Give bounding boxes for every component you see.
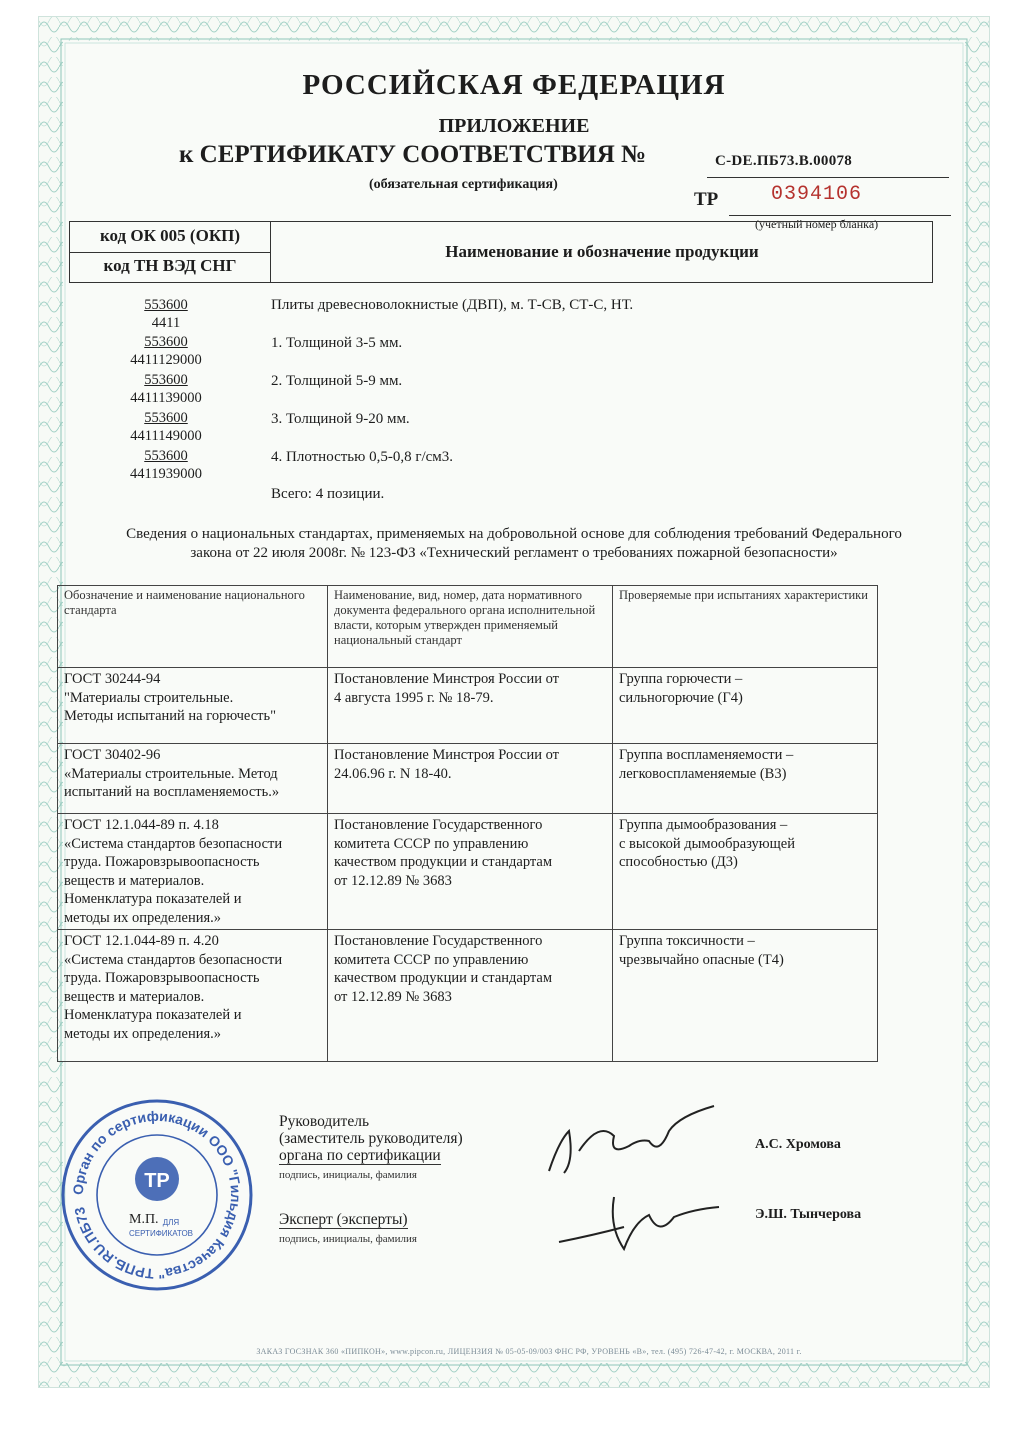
cell-line: Постановление Минстроя России от	[334, 747, 559, 763]
header-standard: Обозначение и наименование национального стандарта	[58, 586, 328, 668]
stamp-logo-letters: ТР	[144, 1170, 170, 1192]
stamp-mp-label: М.П.	[129, 1212, 159, 1227]
cell-line: Постановление Минстроя России от	[334, 671, 559, 687]
info-line-2: закона от 22 июля 2008г. № 123-ФЗ «Технический регламент о требованиях пожарной безопасности»	[190, 545, 838, 561]
cell-line: испытаний на воспламеняемость.»	[64, 784, 280, 800]
cell-line: сильногорючие (Г4)	[619, 689, 743, 706]
stamp-ring-text: Орган по сертификации ООО "Гильдия Качества" ТРПБ.RU.ПБ73	[69, 1107, 245, 1283]
cell-line: легковоспламеняемые (В3)	[619, 765, 787, 782]
head-label-line-1: Руководитель	[279, 1113, 370, 1130]
info-line-1: Сведения о национальных стандартах, применяемых на добровольной основе для соблюдения требований Федерального	[126, 526, 902, 542]
cell-line: Номенклатура показателей и	[64, 1007, 242, 1023]
cell-line: способностью (Д3)	[619, 854, 738, 870]
expert-name: Э.Ш. Тынчерова	[755, 1207, 862, 1222]
printer-footer: ЗАКАЗ ГОСЗНАК 360 «ПИПКОН», www.pipcon.ru, ЛИЦЕНЗИЯ № 05-05-09/003 ФНС РФ, УРОВЕНЬ «В», тел. (495) 726-47-42, г. МОСКВА, 2011 г.	[256, 1347, 802, 1356]
expert-signature-hint: подпись, инициалы, фамилия	[279, 1233, 417, 1245]
cell-line: 4 августа 1995 г. № 18-79.	[334, 689, 494, 706]
item-tnved-code: 4411149000	[130, 428, 202, 444]
standard-cell	[58, 930, 328, 1062]
table-row	[58, 930, 878, 1062]
national-standards-info	[39, 525, 989, 563]
code-header-box	[69, 221, 933, 283]
cell-line: методы их определения.»	[64, 909, 222, 926]
head-label-line-3: органа по сертификации	[279, 1147, 441, 1164]
tnved-code-label: код ТН ВЭД СНГ	[103, 256, 237, 275]
blank-number-note: (учетный номер бланка)	[755, 217, 879, 231]
item-tnved-code: 4411939000	[130, 466, 202, 482]
tp-label: ТР	[694, 189, 719, 210]
cell-line: «Материалы строительные. Метод	[64, 765, 278, 782]
cell-line: ГОСТ 12.1.044-89 п. 4.18	[64, 817, 219, 833]
cell-line: методы их определения.»	[64, 1025, 222, 1042]
blank-number-underline	[729, 215, 951, 216]
cell-line: комитета СССР по управлению	[334, 835, 529, 852]
stamp-small-text-1: ДЛЯ	[162, 1218, 180, 1227]
item-tnved-code: 4411139000	[130, 390, 202, 406]
characteristic-cell	[613, 668, 878, 744]
cell-line: Методы испытаний на горючесть"	[64, 708, 276, 724]
table-row	[58, 814, 878, 930]
characteristic-cell	[613, 930, 878, 1062]
cell-line: комитета СССР по управлению	[334, 951, 529, 968]
document-cell	[328, 930, 613, 1062]
cell-line: «Система стандартов безопасности	[64, 835, 283, 852]
certification-body-stamp	[57, 1095, 257, 1295]
cell-line: Группа горючести –	[619, 671, 743, 687]
cell-line: ГОСТ 30244-94	[64, 671, 161, 687]
cell-line: Постановление Государственного	[334, 933, 543, 949]
item-tnved-code: 4411129000	[130, 352, 202, 368]
okp-code-label: код ОК 005 (ОКП)	[70, 222, 270, 253]
cell-line: от 12.12.89 № 3683	[334, 988, 452, 1005]
characteristic-cell	[613, 814, 878, 930]
cell-line: веществ и материалов.	[64, 872, 205, 889]
cell-line: с высокой дымообразующей	[619, 835, 796, 852]
heading-okp-code: 553600	[144, 297, 188, 313]
document-cell	[328, 814, 613, 930]
document-cell	[328, 744, 613, 814]
certificate-appendix-sheet	[38, 16, 990, 1388]
standard-cell	[58, 814, 328, 930]
item-okp-code: 553600	[144, 334, 188, 350]
table-header-row	[58, 586, 878, 668]
certificate-number: C-DE.ПБ73.В.00078	[715, 153, 853, 169]
cell-line: ГОСТ 30402-96	[64, 747, 161, 763]
item-okp-code: 553600	[144, 372, 188, 388]
cell-line: качеством продукции и стандартам	[334, 854, 553, 870]
cell-line: Номенклатура показателей и	[64, 891, 242, 907]
cell-line: "Материалы строительные.	[64, 689, 234, 706]
head-signature-hint: подпись, инициалы, фамилия	[279, 1169, 417, 1181]
expert-label: Эксперт (эксперты)	[279, 1211, 408, 1228]
cell-line: труда. Пожаровзрывоопасность	[64, 854, 260, 870]
certificate-number-underline	[707, 177, 949, 178]
cell-line: Постановление Государственного	[334, 817, 543, 833]
cell-line: от 12.12.89 № 3683	[334, 872, 452, 889]
cell-line: Группа токсичности –	[619, 933, 755, 949]
product-heading: Плиты древесноволокнистые (ДВП), м. Т-СВ, СТ-С, НТ.	[271, 297, 634, 313]
product-item: 1. Толщиной 3-5 мм.	[271, 335, 403, 351]
cell-line: чрезвычайно опасные (Т4)	[619, 951, 784, 968]
head-signature	[539, 1101, 719, 1181]
product-item: 3. Толщиной 9-20 мм.	[271, 411, 410, 427]
cell-line: Группа дымообразования –	[619, 817, 788, 833]
stamp-small-text-2: СЕРТИФИКАТОВ	[128, 1229, 194, 1238]
item-okp-code: 553600	[144, 410, 188, 426]
standards-table	[57, 585, 878, 1062]
blank-number: 0394106	[771, 183, 863, 206]
head-name: А.С. Хромова	[755, 1137, 841, 1152]
table-row	[58, 668, 878, 744]
product-item: 2. Толщиной 5-9 мм.	[271, 373, 403, 389]
cell-line: труда. Пожаровзрывоопасность	[64, 970, 260, 986]
cell-line: качеством продукции и стандартам	[334, 970, 553, 986]
certificate-title: к СЕРТИФИКАТУ СООТВЕТСТВИЯ №	[179, 141, 647, 168]
appendix-title: ПРИЛОЖЕНИЕ	[438, 115, 590, 137]
cell-line: ГОСТ 12.1.044-89 п. 4.20	[64, 933, 219, 949]
products-total: Всего: 4 позиции.	[271, 486, 385, 502]
characteristic-cell	[613, 744, 878, 814]
cell-line: веществ и материалов.	[64, 988, 205, 1005]
expert-signature	[554, 1187, 724, 1257]
cell-line: Группа воспламеняемости –	[619, 747, 794, 763]
header-characteristics: Проверяемые при испытаниях характеристики	[613, 586, 878, 668]
country-title: РОССИЙСКАЯ ФЕДЕРАЦИЯ	[302, 69, 726, 101]
document-cell	[328, 668, 613, 744]
header-document: Наименование, вид, номер, дата нормативного документа федерального органа исполнительной власти, которым утвержден применяемый национальный стандарт	[328, 586, 613, 668]
table-row	[58, 744, 878, 814]
standard-cell	[58, 744, 328, 814]
standard-cell	[58, 668, 328, 744]
certification-kind: (обязательная сертификация)	[369, 177, 558, 192]
cell-line: «Система стандартов безопасности	[64, 951, 283, 968]
head-label-line-2: (заместитель руководителя)	[279, 1130, 463, 1147]
product-heading-label: Наименование и обозначение продукции	[445, 242, 759, 261]
product-item: 4. Плотностью 0,5-0,8 г/см3.	[271, 449, 454, 465]
item-okp-code: 553600	[144, 448, 188, 464]
code-labels	[70, 222, 271, 282]
cell-line: 24.06.96 г. N 18-40.	[334, 765, 452, 782]
heading-tnved-code: 4411	[151, 315, 181, 331]
